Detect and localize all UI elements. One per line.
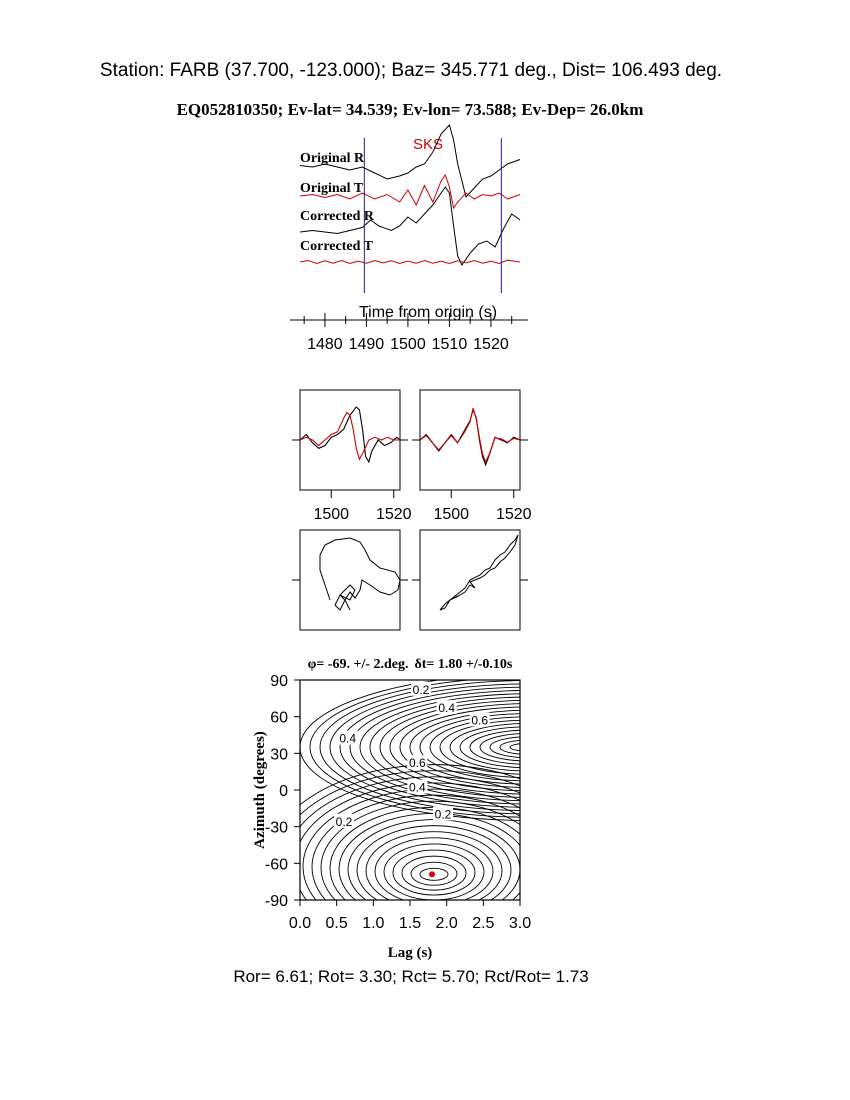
contour-lower xyxy=(357,826,511,915)
contour-lower xyxy=(264,765,601,964)
wf-after-x-tick-label: 1520 xyxy=(495,506,532,523)
waveform-after-frame xyxy=(420,390,520,490)
trace-label-original-r: Original R xyxy=(300,151,365,166)
contour-upper xyxy=(440,720,620,774)
contour-lower xyxy=(339,813,529,924)
contour-label: 0.4 xyxy=(339,731,357,746)
contour-upper xyxy=(300,674,760,821)
contour-label: 0.2 xyxy=(412,682,430,697)
contour-label: 0.4 xyxy=(438,701,456,716)
grid-y-tick-label: 60 xyxy=(270,709,288,727)
seismogram-x-label: Time from origin (s) xyxy=(358,304,498,321)
contour-upper xyxy=(490,737,570,758)
grid-y-label: Azimuth (degrees) xyxy=(252,731,268,849)
trace-4 xyxy=(300,260,520,263)
contour-label: 0.4 xyxy=(408,780,426,795)
grid-x-tick-label: 1.0 xyxy=(362,915,385,932)
grid-x-tick-label: 1.5 xyxy=(398,915,422,932)
contour-upper xyxy=(350,690,710,804)
seismogram-panel xyxy=(290,125,528,353)
seismogram-tick-label: 1510 xyxy=(431,336,468,353)
contour-label: 0.2 xyxy=(335,814,353,829)
seismogram-tick-label: 1490 xyxy=(348,336,385,353)
waveform-before-panel xyxy=(292,390,412,523)
contour-upper xyxy=(400,707,660,788)
grid-y-tick-label: -30 xyxy=(264,819,288,837)
pm-after-path xyxy=(440,535,518,610)
trace-label-corrected-r: Corrected R xyxy=(300,209,374,224)
grid-x-tick-label: 2.0 xyxy=(435,915,458,932)
contour-upper xyxy=(410,710,650,784)
pm-before-path xyxy=(320,538,400,610)
seismogram-tick-label: 1500 xyxy=(390,336,426,353)
grid-x-tick-label: 0.5 xyxy=(325,915,348,932)
wf-after-trace-2 xyxy=(420,408,520,462)
grid-y-tick-label: -90 xyxy=(264,893,288,910)
wf-after-trace-1 xyxy=(420,410,520,465)
splitting-grid-panel xyxy=(252,657,760,964)
seismogram-tick-label: 1520 xyxy=(473,336,509,353)
grid-x-tick-label: 3.0 xyxy=(508,915,532,932)
contour-upper xyxy=(390,704,670,791)
contour-label: 0.2 xyxy=(434,807,452,822)
dt-estimate: δt= 1.80 +/-0.10s xyxy=(414,657,513,672)
wf-before-x-tick-label: 1500 xyxy=(313,506,350,523)
particle-motion-before-frame xyxy=(300,530,400,630)
contour-upper xyxy=(460,727,600,768)
contour-upper xyxy=(310,677,750,817)
event-line: EQ052810350; Ev-lat= 34.539; Ev-lon= 73.588; Ev-Dep= 26.0km xyxy=(176,100,644,119)
contour-upper xyxy=(470,730,590,764)
waveform-after-panel xyxy=(412,390,532,523)
phi-estimate: φ= -69. +/- 2.deg. xyxy=(307,657,409,672)
grid-y-tick-label: 0 xyxy=(279,783,288,800)
grid-y-tick-label: -60 xyxy=(264,856,288,874)
contour-upper xyxy=(480,733,580,761)
contour-upper xyxy=(500,740,560,755)
contour-upper xyxy=(420,714,640,781)
ratio-line: Ror= 6.61; Rot= 3.30; Rct= 5.70; Rct/Rot= 1.73 xyxy=(233,967,589,986)
wf-after-x-tick-label: 1500 xyxy=(433,506,470,523)
particle-motion-before-panel xyxy=(292,530,408,630)
wf-before-trace-2 xyxy=(300,413,400,460)
contour-upper xyxy=(320,681,740,814)
wf-before-x-tick-label: 1520 xyxy=(375,506,412,523)
particle-motion-after-panel xyxy=(412,530,528,630)
trace-label-original-t: Original T xyxy=(300,181,364,196)
contour-lower xyxy=(366,832,502,910)
grid-x-tick-label: 0.0 xyxy=(288,915,312,932)
contour-upper xyxy=(510,743,550,751)
phase-label: SKS xyxy=(412,136,444,153)
station-line: Station: FARB (37.700, -123.000); Baz= 345.771 deg., Dist= 106.493 deg. xyxy=(99,60,723,81)
grid-y-tick-label: 90 xyxy=(270,673,288,690)
waveform-before-frame xyxy=(300,390,400,490)
seismogram-tick-label: 1480 xyxy=(307,336,343,353)
contour-upper xyxy=(450,723,610,771)
grid-y-tick-label: 30 xyxy=(270,746,288,764)
contour-lower xyxy=(384,844,484,900)
splitting-grid-title xyxy=(308,657,513,672)
optimum-marker xyxy=(429,871,435,877)
contour-upper xyxy=(340,687,720,807)
grid-x-label: Lag (s) xyxy=(387,945,433,961)
grid-x-tick-label: 2.5 xyxy=(472,915,495,932)
contour-label: 0.6 xyxy=(471,713,489,728)
contour-label: 0.6 xyxy=(408,756,426,771)
trace-label-corrected-t: Corrected T xyxy=(300,239,373,254)
